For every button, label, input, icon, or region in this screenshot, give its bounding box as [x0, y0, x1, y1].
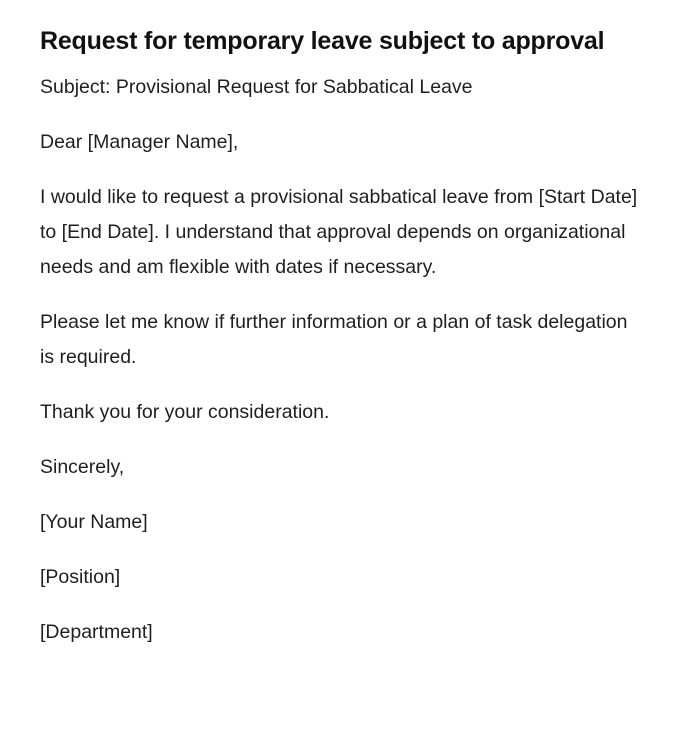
- signature-name: [Your Name]: [40, 511, 148, 533]
- greeting: Dear [Manager Name],: [40, 131, 239, 153]
- signature-department: [Department]: [40, 621, 153, 643]
- body-paragraph-info: Please let me know if further information or a plan of task delegation is required.: [40, 311, 628, 368]
- document-title: Request for temporary leave subject to approval: [40, 27, 605, 55]
- signature-position: [Position]: [40, 566, 121, 588]
- body-paragraph-request: I would like to request a provisional sabbatical leave from [Start Date] to [End Date]. I understand that approval depends on organizational needs and am flexible with dates if necessary.: [40, 186, 638, 278]
- body-paragraph-thanks: Thank you for your consideration.: [40, 401, 330, 423]
- letter-document: [40, 24, 640, 670]
- subject-line: Subject: Provisional Request for Sabbatical Leave: [40, 76, 473, 98]
- closing: Sincerely,: [40, 456, 125, 478]
